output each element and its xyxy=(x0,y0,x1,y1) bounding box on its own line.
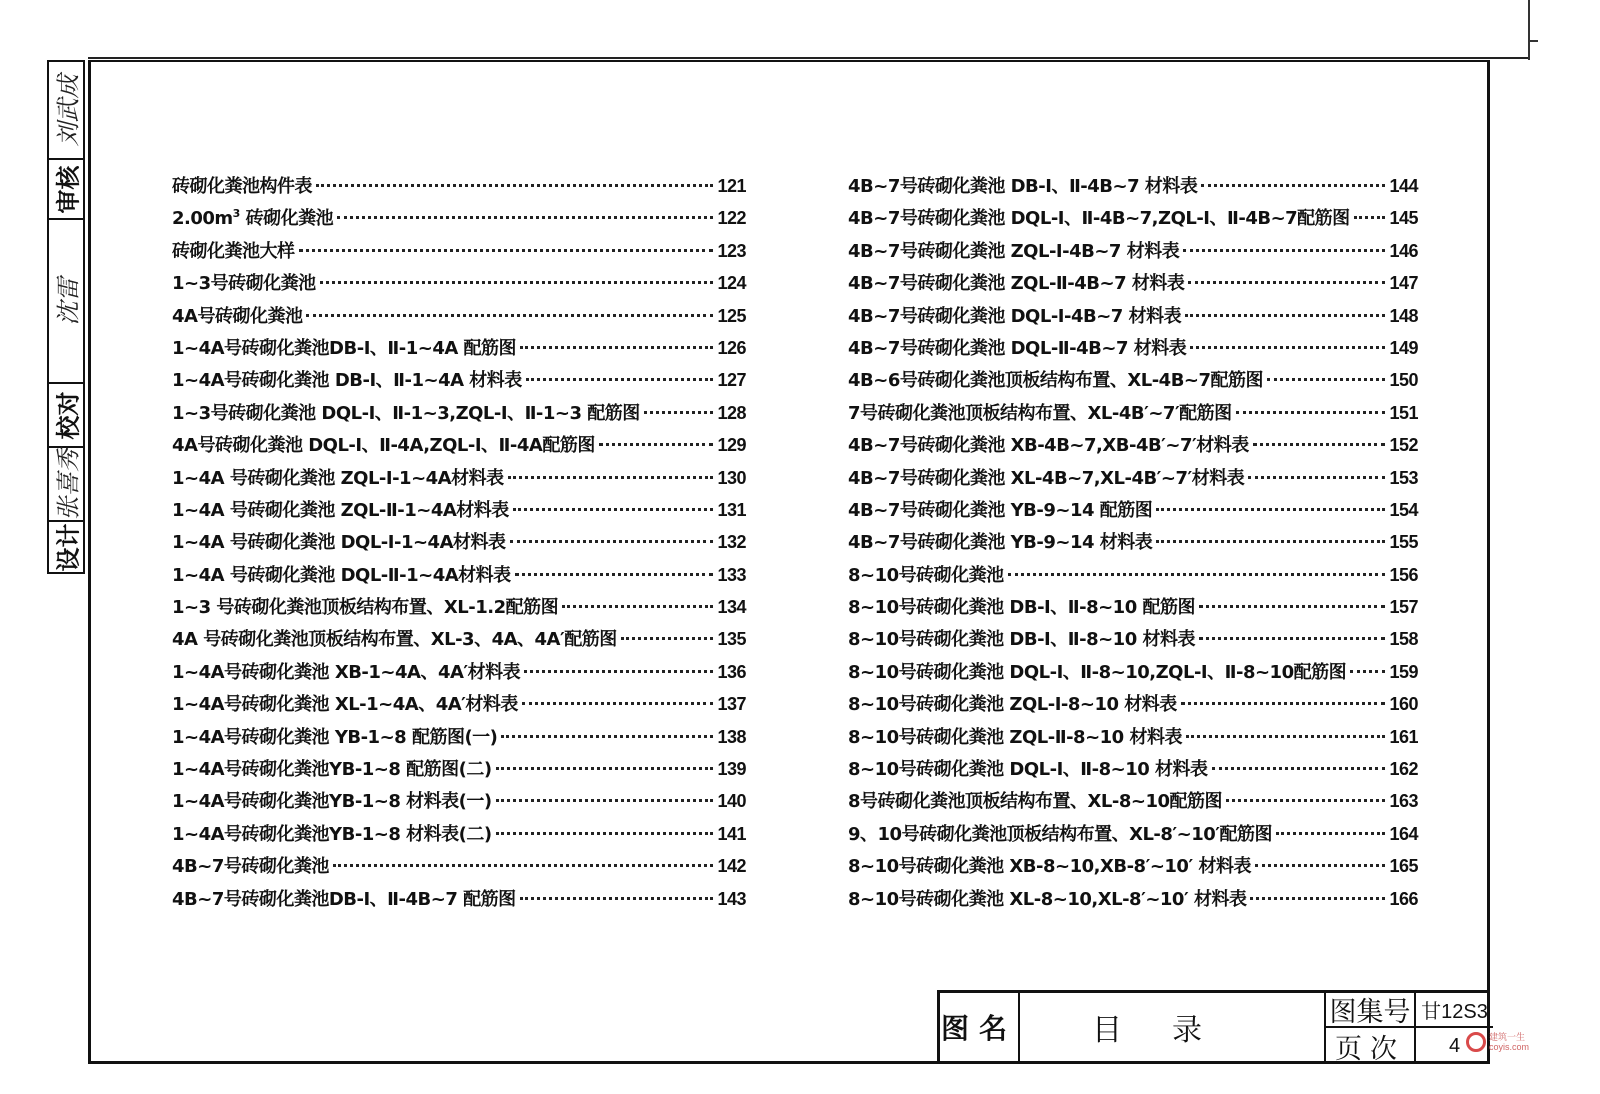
toc-entry xyxy=(848,431,1418,463)
toc-entry xyxy=(172,852,746,884)
toc-entry-title: 8~10号砖砌化粪池 ZQL-Ⅰ-8~10 材料表 xyxy=(848,694,1177,716)
toc-leader-dots xyxy=(621,637,714,640)
toc-entry-title: 4B~7号砖砌化粪池 XB-4B~7,XB-4B′~7′材料表 xyxy=(848,435,1249,457)
toc-entry-title: 8~10号砖砌化粪池 DB-Ⅰ、Ⅱ-8~10 配筋图 xyxy=(848,597,1195,619)
toc-entry-title: 7号砖砌化粪池顶板结构布置、XL-4B′~7′配筋图 xyxy=(848,402,1232,424)
toc-entry xyxy=(848,755,1418,787)
toc-entry xyxy=(172,496,746,528)
toc-entry-title: 4A号砖砌化粪池 DQL-Ⅰ、Ⅱ-4A,ZQL-Ⅰ、Ⅱ-4A配筋图 xyxy=(172,435,595,457)
toc-entry xyxy=(172,625,746,657)
toc-leader-dots xyxy=(299,249,714,252)
toc-entry xyxy=(172,431,746,463)
toc-leader-dots xyxy=(1253,443,1386,446)
toc-entry-title: 4B~7号砖砌化粪池 YB-9~14 配筋图 xyxy=(848,499,1153,521)
toc-leader-dots xyxy=(1236,411,1386,414)
toc-entry xyxy=(172,820,746,852)
signature-cell-checker xyxy=(49,218,83,382)
toc-entry xyxy=(172,593,746,625)
label-cell-review xyxy=(49,158,83,218)
toc-entry-page: 122 xyxy=(717,208,746,229)
toc-entry-page: 132 xyxy=(717,532,746,553)
toc-entry-page: 149 xyxy=(1389,337,1418,358)
toc-leader-dots xyxy=(316,184,713,187)
title-block-page-value: 4 xyxy=(1448,1034,1461,1057)
toc-entry-page: 156 xyxy=(1389,564,1418,585)
toc-entry xyxy=(848,366,1418,398)
toc-entry-title: 8~10号砖砌化粪池 DB-Ⅰ、Ⅱ-8~10 材料表 xyxy=(848,629,1195,651)
toc-leader-dots xyxy=(306,314,713,317)
toc-leader-dots xyxy=(508,476,714,479)
toc-entry-page: 153 xyxy=(1389,467,1418,488)
toc-entry-page: 154 xyxy=(1389,499,1418,520)
toc-leader-dots xyxy=(496,799,714,802)
toc-leader-dots xyxy=(1226,799,1385,802)
toc-entry-title: 1~4A号砖砌化粪池 YB-1~8 配筋图(一) xyxy=(172,726,498,748)
toc-entry xyxy=(172,755,746,787)
toc-leader-dots xyxy=(501,735,713,738)
toc-entry-page: 126 xyxy=(717,337,746,358)
toc-leader-dots xyxy=(520,897,714,900)
toc-entry-title: 4B~7号砖砌化粪池 ZQL-Ⅱ-4B~7 材料表 xyxy=(848,273,1185,295)
watermark-logo-icon xyxy=(1466,1032,1486,1052)
toc-entry-title: $2.00m^3$ 砖砌化粪池 xyxy=(172,207,334,230)
toc-leader-dots xyxy=(524,670,713,673)
toc-entry-title: 8~10号砖砌化粪池 ZQL-Ⅱ-8~10 材料表 xyxy=(848,726,1182,748)
toc-entry xyxy=(172,464,746,496)
toc-entry-title: 9、10号砖砌化粪池顶板结构布置、XL-8′~10′配筋图 xyxy=(848,823,1273,845)
label-review: 审核 xyxy=(54,165,83,213)
sign-bar xyxy=(47,60,85,574)
toc-leader-dots xyxy=(1181,702,1386,705)
toc-leader-dots xyxy=(1354,216,1386,219)
toc-entry xyxy=(172,269,746,301)
toc-leader-dots xyxy=(1212,767,1386,770)
toc-entry-title: 1~4A号砖砌化粪池YB-1~8 材料表(一) xyxy=(172,791,492,813)
toc-leader-dots xyxy=(599,443,714,446)
title-block-set-value: 甘12S3 xyxy=(1416,993,1493,1028)
toc-entry-page: 141 xyxy=(717,823,746,844)
toc-entry-title: 1~4A号砖砌化粪池DB-Ⅰ、Ⅱ-1~4A 配筋图 xyxy=(172,337,517,359)
toc-entry xyxy=(848,723,1418,755)
toc-right-column xyxy=(848,172,1418,917)
toc-entry-page: 138 xyxy=(717,726,746,747)
signature-designer: 张喜秀 xyxy=(54,448,83,520)
toc-entry-title: 1~4A号砖砌化粪池 DB-Ⅰ、Ⅱ-1~4A 材料表 xyxy=(172,370,522,392)
toc-entry-page: 160 xyxy=(1389,694,1418,715)
toc-entry-title: 1~3号砖砌化粪池 DQL-Ⅰ、Ⅱ-1~3,ZQL-Ⅰ、Ⅱ-1~3 配筋图 xyxy=(172,402,640,424)
toc-entry-page: 143 xyxy=(717,888,746,909)
toc-entry-page: 162 xyxy=(1389,759,1418,780)
toc-entry-page: 145 xyxy=(1389,208,1418,229)
toc-entry xyxy=(848,561,1418,593)
toc-entry-page: 142 xyxy=(717,856,746,877)
toc-entry xyxy=(848,658,1418,690)
toc-leader-dots xyxy=(513,508,714,511)
toc-entry-page: 146 xyxy=(1389,240,1418,261)
title-block xyxy=(937,990,1490,1064)
toc-leader-dots xyxy=(1267,378,1385,381)
toc-leader-dots xyxy=(1255,864,1385,867)
toc-leader-dots xyxy=(333,864,714,867)
toc-entry xyxy=(848,204,1418,236)
toc-entry-title: 4B~7号砖砌化粪池 DQL-Ⅰ-4B~7 材料表 xyxy=(848,305,1182,327)
toc-entry xyxy=(848,885,1418,917)
toc-leader-dots xyxy=(515,573,714,576)
toc-entry-page: 148 xyxy=(1389,305,1418,326)
label-check: 校对 xyxy=(54,391,83,439)
toc-entry xyxy=(848,464,1418,496)
label-design: 设计 xyxy=(54,523,83,571)
toc-entry xyxy=(848,269,1418,301)
toc-entry-page: 161 xyxy=(1389,726,1418,747)
toc-entry-title: 4B~7号砖砌化粪池 YB-9~14 材料表 xyxy=(848,532,1153,554)
toc-leader-dots xyxy=(1188,281,1385,284)
toc-entry xyxy=(172,334,746,366)
trim-tick xyxy=(1528,40,1538,42)
toc-entry xyxy=(848,399,1418,431)
title-block-page-label: 页次 xyxy=(1326,1028,1416,1064)
toc-entry-title: 4B~7号砖砌化粪池 DB-Ⅰ、Ⅱ-4B~7 材料表 xyxy=(848,176,1198,197)
toc-entry xyxy=(848,496,1418,528)
toc-entry-page: 152 xyxy=(1389,435,1418,456)
toc-entry-page: 147 xyxy=(1389,273,1418,294)
toc-entry-title: 1~4A 号砖砌化粪池 ZQL-Ⅰ-1~4A材料表 xyxy=(172,467,504,489)
label-cell-check xyxy=(49,382,83,446)
title-block-name: 目录 xyxy=(1020,993,1326,1061)
signature-checker: 沈雷 xyxy=(54,277,83,325)
toc-entry-page: 158 xyxy=(1389,629,1418,650)
toc-entry-page: 164 xyxy=(1389,823,1418,844)
signature-cell-designer xyxy=(49,446,83,520)
toc-entry-page: 144 xyxy=(1389,176,1418,196)
toc-entry-title: 4B~7号砖砌化粪池 DQL-Ⅰ、Ⅱ-4B~7,ZQL-Ⅰ、Ⅱ-4B~7配筋图 xyxy=(848,208,1350,230)
toc-entry-page: 134 xyxy=(717,597,746,618)
toc-leader-dots xyxy=(1008,573,1386,576)
toc-entry xyxy=(172,399,746,431)
toc-entry xyxy=(848,528,1418,560)
toc-leader-dots xyxy=(520,346,713,349)
toc-entry-title: 1~4A 号砖砌化粪池 ZQL-Ⅱ-1~4A材料表 xyxy=(172,499,509,521)
toc-leader-dots xyxy=(1276,832,1385,835)
toc-entry-title: 4B~7号砖砌化粪池 XL-4B~7,XL-4B′~7′材料表 xyxy=(848,467,1245,489)
toc-entry-page: 151 xyxy=(1389,402,1418,423)
signature-cell-reviewer xyxy=(49,62,83,158)
toc-entry-title: 1~4A 号砖砌化粪池 DQL-Ⅱ-1~4A材料表 xyxy=(172,564,511,586)
toc-entry-page: 133 xyxy=(717,564,746,585)
toc-entry-page: 128 xyxy=(717,402,746,423)
toc-entry-title: 8~10号砖砌化粪池 DQL-Ⅰ、Ⅱ-8~10 材料表 xyxy=(848,759,1208,781)
toc-leader-dots xyxy=(510,540,714,543)
toc-entry-page: 123 xyxy=(717,240,746,261)
toc-entry-title: 1~4A号砖砌化粪池YB-1~8 配筋图(二) xyxy=(172,759,492,781)
toc-entry-title: 4B~7号砖砌化粪池 xyxy=(172,856,329,878)
toc-entry-page: 159 xyxy=(1389,661,1418,682)
toc-entry-title: 4B~7号砖砌化粪池 ZQL-Ⅰ-4B~7 材料表 xyxy=(848,240,1180,262)
toc-entry xyxy=(172,528,746,560)
toc-entry-page: 155 xyxy=(1389,532,1418,553)
toc-entry xyxy=(172,690,746,722)
toc-entry-page: 139 xyxy=(717,759,746,780)
toc-leader-dots xyxy=(337,216,713,219)
toc-entry-title: 1~4A号砖砌化粪池 XL-1~4A、4A′材料表 xyxy=(172,694,518,716)
toc-leader-dots xyxy=(1248,476,1385,479)
toc-entry xyxy=(172,302,746,334)
toc-entry-title: 1~3 号砖砌化粪池顶板结构布置、XL-1.2配筋图 xyxy=(172,597,559,619)
toc-leader-dots xyxy=(1250,897,1385,900)
toc-entry xyxy=(848,787,1418,819)
toc-entry-title: 1~4A号砖砌化粪池 XB-1~4A、4A′材料表 xyxy=(172,661,521,683)
toc-entry-title: 4A号砖砌化粪池 xyxy=(172,305,303,327)
toc-entry-page: 129 xyxy=(717,435,746,456)
title-block-set-label: 图集号 xyxy=(1326,993,1416,1028)
toc-entry xyxy=(848,593,1418,625)
toc-entry-title: 8号砖砌化粪池顶板结构布置、XL-8~10配筋图 xyxy=(848,791,1222,813)
toc-left-column xyxy=(172,172,746,917)
toc-entry-page: 136 xyxy=(717,661,746,682)
toc-entry xyxy=(848,820,1418,852)
toc-entry xyxy=(848,690,1418,722)
toc-entry xyxy=(172,366,746,398)
toc-entry xyxy=(172,723,746,755)
toc-entry xyxy=(172,658,746,690)
toc-entry-page: 165 xyxy=(1389,856,1418,877)
toc-entry xyxy=(848,852,1418,884)
toc-entry-title: 1~4A号砖砌化粪池YB-1~8 材料表(二) xyxy=(172,823,492,845)
toc-entry-title: 4B~6号砖砌化粪池顶板结构布置、XL-4B~7配筋图 xyxy=(848,370,1264,392)
toc-entry-title: 8~10号砖砌化粪池 xyxy=(848,564,1004,586)
toc-entry-title: 8~10号砖砌化粪池 DQL-Ⅰ、Ⅱ-8~10,ZQL-Ⅰ、Ⅱ-8~10配筋图 xyxy=(848,661,1347,683)
right-trim-line xyxy=(1528,0,1530,60)
toc-entry-page: 140 xyxy=(717,791,746,812)
toc-entry xyxy=(172,237,746,269)
signature-reviewer: 刘武成 xyxy=(54,74,83,146)
toc-leader-dots xyxy=(526,378,714,381)
toc-leader-dots xyxy=(1201,184,1385,187)
toc-entry-page: 135 xyxy=(717,629,746,650)
toc-entry-page: 130 xyxy=(717,467,746,488)
toc-entry xyxy=(848,237,1418,269)
toc-entry-title: 8~10号砖砌化粪池 XL-8~10,XL-8′~10′ 材料表 xyxy=(848,888,1247,910)
toc-entry xyxy=(848,625,1418,657)
toc-entry xyxy=(848,172,1418,204)
toc-leader-dots xyxy=(644,411,714,414)
toc-entry-title: 砖砌化粪池大样 xyxy=(172,240,295,262)
toc-entry-page: 121 xyxy=(717,176,746,196)
toc-leader-dots xyxy=(1185,314,1385,317)
watermark-line1: 建筑一生 xyxy=(1489,1032,1526,1042)
toc-entry-page: 166 xyxy=(1389,888,1418,909)
toc-entry xyxy=(172,885,746,917)
toc-entry-title: 8~10号砖砌化粪池 XB-8~10,XB-8′~10′ 材料表 xyxy=(848,856,1251,878)
toc-entry-page: 124 xyxy=(717,273,746,294)
toc-entry-title: 砖砌化粪池构件表 xyxy=(172,176,312,197)
watermark xyxy=(1466,1032,1529,1052)
toc-entry-title: 1~3号砖砌化粪池 xyxy=(172,273,316,295)
toc-entry xyxy=(848,302,1418,334)
toc-entry xyxy=(848,334,1418,366)
toc-entry-page: 163 xyxy=(1389,791,1418,812)
toc-entry xyxy=(172,172,746,204)
toc-entry-page: 131 xyxy=(717,499,746,520)
toc-leader-dots xyxy=(320,281,714,284)
toc-leader-dots xyxy=(1186,735,1385,738)
toc-entry-title: 4B~7号砖砌化粪池 DQL-Ⅱ-4B~7 材料表 xyxy=(848,337,1187,359)
toc-entry-title: 1~4A 号砖砌化粪池 DQL-Ⅰ-1~4A材料表 xyxy=(172,532,506,554)
top-border-line xyxy=(88,57,1528,59)
toc-leader-dots xyxy=(1156,540,1385,543)
toc-entry-title: 4B~7号砖砌化粪池DB-Ⅰ、Ⅱ-4B~7 配筋图 xyxy=(172,888,516,910)
toc-entry-title: 4A 号砖砌化粪池顶板结构布置、XL-3、4A、4A′配筋图 xyxy=(172,629,617,651)
toc-leader-dots xyxy=(1199,637,1385,640)
toc-entry xyxy=(172,204,746,236)
toc-leader-dots xyxy=(1183,249,1385,252)
toc-leader-dots xyxy=(562,605,713,608)
toc-leader-dots xyxy=(522,702,714,705)
title-block-name-label: 图名 xyxy=(940,993,1020,1061)
toc-leader-dots xyxy=(1199,605,1385,608)
toc-leader-dots xyxy=(496,767,714,770)
toc-entry-page: 137 xyxy=(717,694,746,715)
watermark-line2: coyis.com xyxy=(1489,1042,1530,1052)
toc-entry-page: 157 xyxy=(1389,597,1418,618)
label-cell-design xyxy=(49,520,83,572)
toc-leader-dots xyxy=(496,832,714,835)
toc-entry-page: 150 xyxy=(1389,370,1418,391)
toc-entry xyxy=(172,561,746,593)
toc-entry-page: 127 xyxy=(717,370,746,391)
toc-entry xyxy=(172,787,746,819)
toc-leader-dots xyxy=(1350,670,1385,673)
toc-entry-page: 125 xyxy=(717,305,746,326)
toc-leader-dots xyxy=(1190,346,1385,349)
toc-leader-dots xyxy=(1156,508,1385,511)
